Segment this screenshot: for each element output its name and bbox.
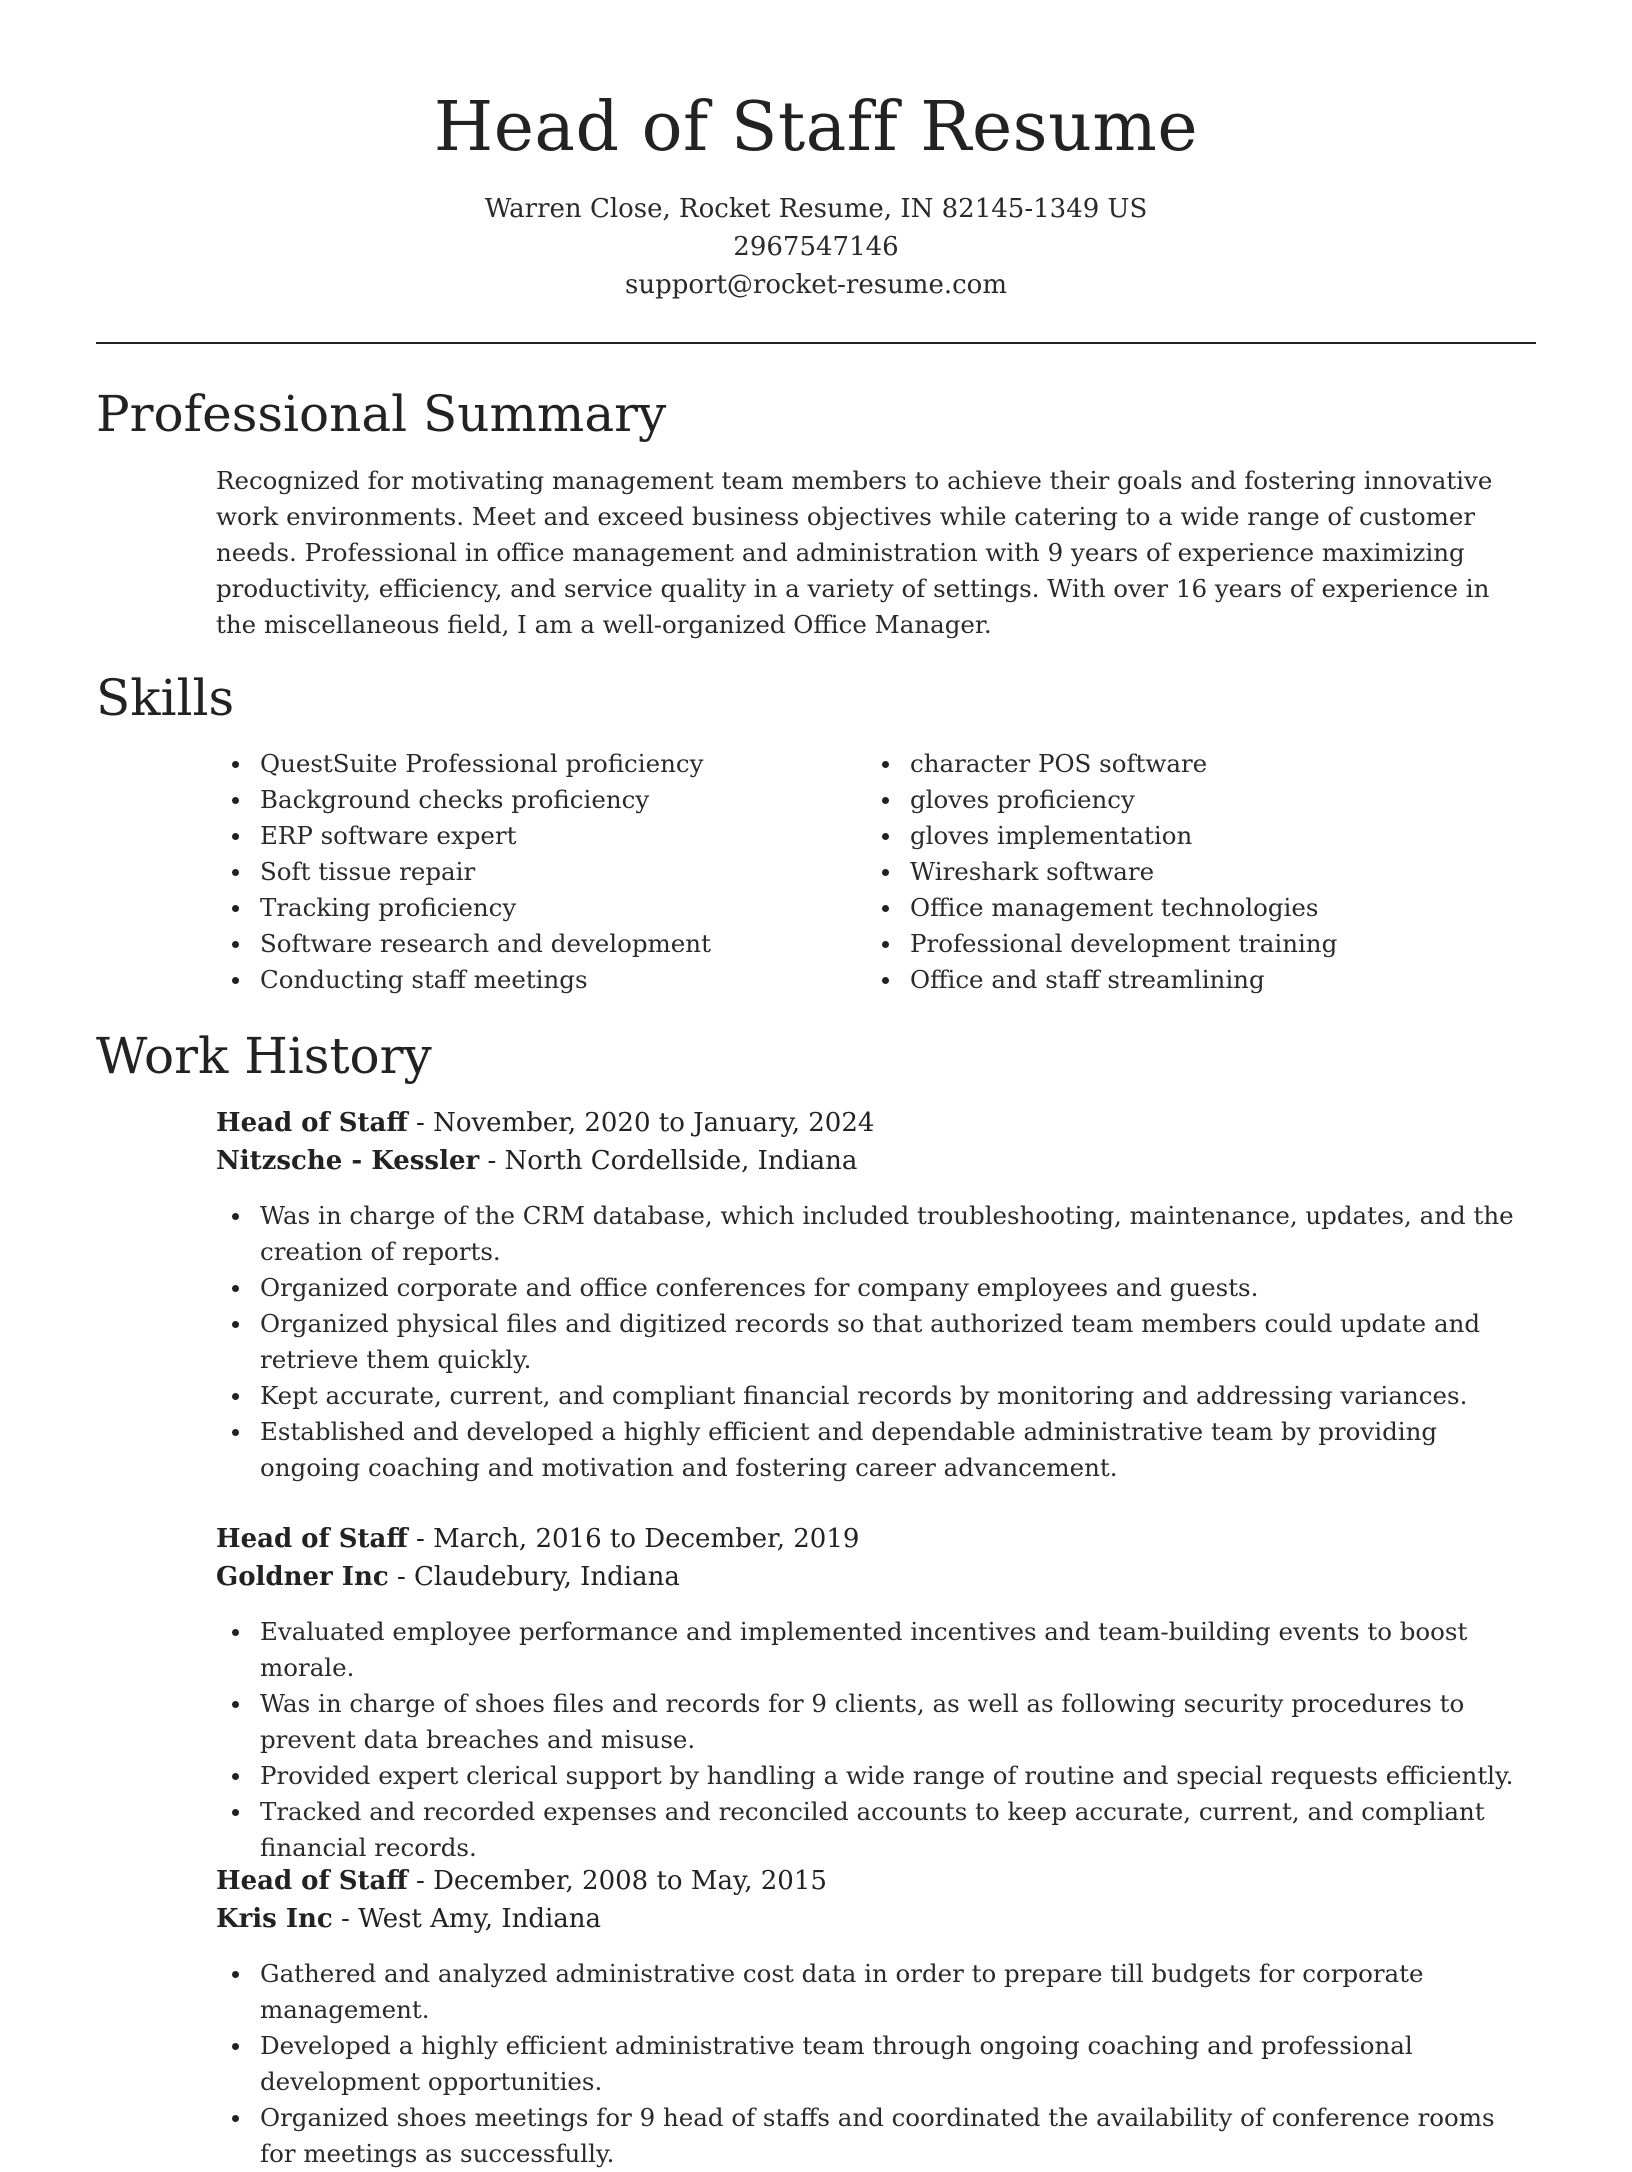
page-title: Head of Staff Resume bbox=[433, 88, 1199, 167]
job-dates: March, 2016 to December, 2019 bbox=[433, 1524, 860, 1554]
skills-column-left bbox=[216, 746, 856, 998]
job-entry bbox=[216, 1862, 1536, 2172]
job-entry bbox=[216, 1520, 1536, 1866]
job-dates: November, 2020 to January, 2024 bbox=[433, 1108, 875, 1138]
job-company-line bbox=[216, 1558, 1536, 1596]
skill-item: Background checks proficiency bbox=[216, 782, 856, 818]
separator: - bbox=[479, 1146, 505, 1176]
contact-email: support@rocket-resume.com bbox=[624, 270, 1007, 300]
job-location: Claudebury, Indiana bbox=[414, 1562, 680, 1592]
summary-heading: Professional Summary bbox=[96, 385, 667, 443]
job-dates: December, 2008 to May, 2015 bbox=[433, 1866, 827, 1896]
job-bullet: Organized physical files and digitized records so that authorized team members could update and retrieve them quickly. bbox=[216, 1306, 1536, 1378]
job-bullet: Kept accurate, current, and compliant financial records by monitoring and addressing variances. bbox=[216, 1378, 1536, 1414]
job-role: Head of Staff bbox=[216, 1866, 408, 1896]
job-location: North Cordellside, Indiana bbox=[504, 1146, 858, 1176]
skill-item: character POS software bbox=[866, 746, 1506, 782]
contact-phone: 2967547146 bbox=[733, 232, 899, 262]
job-bullet: Organized corporate and office conferences for company employees and guests. bbox=[216, 1270, 1536, 1306]
skill-item: ERP software expert bbox=[216, 818, 856, 854]
skill-item: QuestSuite Professional proficiency bbox=[216, 746, 856, 782]
job-title-line bbox=[216, 1104, 1536, 1142]
job-bullet: Gathered and analyzed administrative cost data in order to prepare till budgets for corporate management. bbox=[216, 1956, 1536, 2028]
skill-item: Office management technologies bbox=[866, 890, 1506, 926]
job-location: West Amy, Indiana bbox=[358, 1904, 602, 1934]
job-company-line bbox=[216, 1142, 1536, 1180]
job-company: Kris Inc bbox=[216, 1904, 333, 1934]
separator: - bbox=[388, 1562, 415, 1592]
header-divider bbox=[96, 342, 1536, 344]
job-company: Nitzsche - Kessler bbox=[216, 1146, 480, 1176]
summary-text: Recognized for motivating management team members to achieve their goals and fostering innovative work environments. Meet and exceed business objectives while catering to a wide range of customer needs. Professional in office management and administration with 9 years of experience maximizing productivity, efficiency, and service quality in a variety of settings. With over 16 years of experience in the miscellaneous field, I am a well-organized Office Manager. bbox=[216, 466, 1493, 639]
job-title-line bbox=[216, 1862, 1536, 1900]
separator: - bbox=[407, 1524, 434, 1554]
skill-item: Tracking proficiency bbox=[216, 890, 856, 926]
job-bullet: Provided expert clerical support by handling a wide range of routine and special requests efficiently. bbox=[216, 1758, 1536, 1794]
job-role: Head of Staff bbox=[216, 1524, 408, 1554]
job-entry bbox=[216, 1104, 1536, 1486]
job-bullet: Established and developed a highly efficient and dependable administrative team by providing ongoing coaching and motivation and fostering career advancement. bbox=[216, 1414, 1536, 1486]
job-company-line bbox=[216, 1900, 1536, 1938]
skill-item: Software research and development bbox=[216, 926, 856, 962]
job-bullet: Was in charge of the CRM database, which included troubleshooting, maintenance, updates, and the creation of reports. bbox=[216, 1198, 1536, 1270]
job-company: Goldner Inc bbox=[216, 1562, 389, 1592]
job-bullets bbox=[216, 1198, 1536, 1486]
job-bullets bbox=[216, 1614, 1536, 1866]
skill-item: Professional development training bbox=[866, 926, 1506, 962]
job-bullet: Tracked and recorded expenses and reconciled accounts to keep accurate, current, and compliant financial records. bbox=[216, 1794, 1536, 1866]
job-bullet: Evaluated employee performance and implemented incentives and team-building events to boost morale. bbox=[216, 1614, 1536, 1686]
work-history-heading: Work History bbox=[96, 1027, 432, 1085]
contact-address: Warren Close, Rocket Resume, IN 82145-1349 US bbox=[484, 194, 1148, 224]
skill-item: Conducting staff meetings bbox=[216, 962, 856, 998]
job-bullets bbox=[216, 1956, 1536, 2172]
skill-item: gloves proficiency bbox=[866, 782, 1506, 818]
job-title-line bbox=[216, 1520, 1536, 1558]
separator: - bbox=[407, 1108, 434, 1138]
skills-heading: Skills bbox=[96, 669, 235, 727]
separator: - bbox=[332, 1904, 359, 1934]
job-role: Head of Staff bbox=[216, 1108, 408, 1138]
skill-item: gloves implementation bbox=[866, 818, 1506, 854]
job-bullet: Was in charge of shoes files and records for 9 clients, as well as following security procedures to prevent data breaches and misuse. bbox=[216, 1686, 1536, 1758]
skills-column-right bbox=[866, 746, 1506, 998]
job-bullet: Organized shoes meetings for 9 head of staffs and coordinated the availability of conference rooms for meetings as successfully. bbox=[216, 2100, 1536, 2172]
skill-item: Office and staff streamlining bbox=[866, 962, 1506, 998]
job-bullet: Developed a highly efficient administrative team through ongoing coaching and professional development opportunities. bbox=[216, 2028, 1536, 2100]
skill-item: Wireshark software bbox=[866, 854, 1506, 890]
contact-block bbox=[0, 190, 1632, 304]
separator: - bbox=[407, 1866, 434, 1896]
resume-header bbox=[0, 0, 1632, 304]
skill-item: Soft tissue repair bbox=[216, 854, 856, 890]
